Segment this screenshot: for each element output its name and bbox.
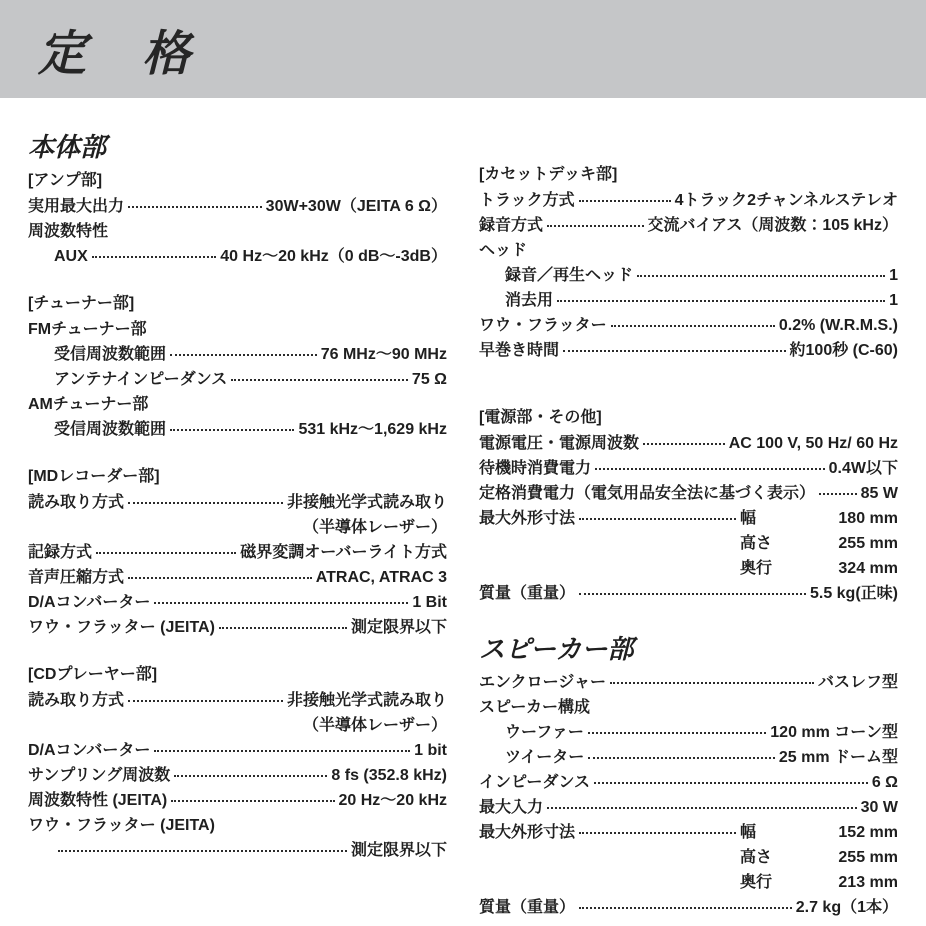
leader-dots (547, 225, 644, 227)
spec-label: 受信周波数範囲 (54, 421, 167, 438)
spec-row (479, 670, 898, 695)
spec-label: 実用最大出力 (28, 198, 125, 215)
spec-label: AMチューナー部 (28, 396, 149, 413)
spec-row (28, 194, 447, 219)
spec-row (28, 342, 447, 367)
spec-value: 0.4W以下 (828, 460, 898, 477)
spec-value: バスレフ型 (817, 674, 898, 691)
spec-row (28, 540, 447, 565)
spec-content (0, 98, 926, 920)
leader-dots (588, 732, 766, 734)
leader-dots (819, 493, 857, 495)
spec-value: 1 bit (414, 742, 447, 759)
spec-row (479, 845, 898, 870)
spec-label: D/Aコンバーター (28, 742, 151, 759)
group-heading: 本体部 (28, 132, 107, 162)
spec-label: AUX (54, 248, 88, 265)
spec-value: 85 W (860, 485, 898, 502)
spec-value: 非接触光学式読み取り (286, 494, 447, 511)
leader-dots (557, 300, 885, 302)
spec-value: 測定限界以下 (350, 619, 447, 636)
spec-row (28, 615, 447, 640)
spec-value: 30W+30W（JEITA 6 Ω） (265, 198, 447, 215)
leader-dots (174, 775, 327, 777)
spec-label: 最大入力 (479, 799, 544, 816)
dimension-key: 高さ (740, 535, 773, 552)
spec-row (479, 338, 898, 363)
spec-value: 30 W (860, 799, 898, 816)
dimension-value (740, 556, 898, 581)
spec-row (479, 820, 898, 845)
leader-dots (128, 206, 262, 208)
leader-dots (170, 429, 294, 431)
spec-row (28, 219, 447, 244)
spec-row (479, 870, 898, 895)
spec-section (28, 291, 447, 442)
spec-label: 最大外形寸法 (479, 510, 576, 527)
spec-row (28, 515, 447, 540)
spec-row (479, 581, 898, 606)
spec-row (28, 490, 447, 515)
page-header (0, 0, 926, 98)
group-heading: スピーカー部 (479, 634, 634, 664)
spec-row (28, 367, 447, 392)
spec-label: インピーダンス (479, 774, 591, 791)
page-title: 定 格 (38, 27, 195, 81)
leader-dots (579, 907, 792, 909)
spec-value: AC 100 V, 50 Hz/ 60 Hz (728, 435, 898, 452)
spec-section (28, 168, 447, 269)
leader-dots (219, 627, 347, 629)
spec-label: ワウ・フラッター (479, 317, 607, 334)
spec-label: サンプリング周波数 (28, 767, 171, 784)
spec-row (28, 838, 447, 863)
dimension-number: 255 mm (838, 849, 898, 866)
spec-label: アンテナインピーダンス (54, 371, 228, 388)
spec-value: 測定限界以下 (350, 842, 447, 859)
dimension-key: 奥行 (740, 874, 773, 891)
spec-row (28, 417, 447, 442)
spec-value: 8 fs (352.8 kHz) (331, 767, 447, 784)
spec-value: 1 (889, 292, 898, 309)
spec-value: 20 Hz〜20 kHz (338, 792, 447, 809)
spec-section (479, 162, 898, 363)
spec-label: 受信周波数範囲 (54, 346, 167, 363)
spec-row (479, 531, 898, 556)
leader-dots (579, 518, 736, 520)
spec-value: 120 mm コーン型 (770, 724, 898, 741)
spec-value: 2.7 kg（1本） (795, 899, 898, 916)
dimension-number: 152 mm (838, 824, 898, 841)
spec-row (28, 763, 447, 788)
leader-dots (171, 800, 334, 802)
spec-label: エンクロージャー (479, 674, 607, 691)
spec-label: ツイーター (505, 749, 585, 766)
leader-dots (611, 325, 775, 327)
dimension-value (740, 531, 898, 556)
spec-value: （半導体レーザー） (302, 717, 447, 734)
spec-label: 早巻き時間 (479, 342, 560, 359)
spec-row (479, 556, 898, 581)
spec-value: 40 Hz〜20 kHz（0 dB〜-3dB） (220, 248, 447, 265)
spec-row (28, 244, 447, 269)
dimension-number: 180 mm (838, 510, 898, 527)
section-title: [電源部・その他] (479, 409, 602, 426)
section-title: [アンプ部] (28, 172, 103, 189)
spec-value: 0.2% (W.R.M.S.) (778, 317, 898, 334)
spec-label: 音声圧縮方式 (28, 569, 125, 586)
leader-dots (610, 682, 814, 684)
leader-dots (579, 593, 806, 595)
spec-section (479, 405, 898, 606)
spec-label: ヘッド (479, 242, 528, 259)
dimension-value (740, 506, 898, 531)
leader-dots (128, 502, 283, 504)
spec-row (479, 288, 898, 313)
dimension-value (740, 870, 898, 895)
spec-value: 75 Ω (411, 371, 447, 388)
dimension-key: 幅 (740, 510, 757, 527)
spec-row (479, 695, 898, 720)
spec-label: 定格消費電力（電気用品安全法に基づく表示） (479, 485, 816, 502)
leader-dots (563, 350, 786, 352)
leader-dots (579, 200, 671, 202)
spec-row (479, 895, 898, 920)
spec-row (479, 238, 898, 263)
section-title: [CDプレーヤー部] (28, 666, 158, 683)
spec-label: FMチューナー部 (28, 321, 147, 338)
spec-value: 約100秒 (C-60) (789, 342, 898, 359)
spec-row (479, 745, 898, 770)
dimension-key: 高さ (740, 849, 773, 866)
spec-value: 4トラック2チャンネルステレオ (674, 192, 898, 209)
spec-label: 質量（重量） (479, 899, 576, 916)
spec-section (28, 662, 447, 863)
spec-label: 待機時消費電力 (479, 460, 592, 477)
section-title: [MDレコーダー部] (28, 468, 160, 485)
spec-row (28, 788, 447, 813)
spec-row (28, 317, 447, 342)
leader-dots (128, 700, 283, 702)
spec-label: 録音／再生ヘッド (505, 267, 634, 284)
dimension-number: 213 mm (838, 874, 898, 891)
spec-label: トラック方式 (479, 192, 575, 209)
dimension-value (740, 845, 898, 870)
spec-label: 最大外形寸法 (479, 824, 576, 841)
dimension-number: 255 mm (838, 535, 898, 552)
spec-row (28, 738, 447, 763)
leader-dots (231, 379, 408, 381)
spec-row (479, 481, 898, 506)
spec-row (28, 713, 447, 738)
spec-value: 磁界変調オーバーライト方式 (240, 544, 447, 561)
spec-label: 録音方式 (479, 217, 544, 234)
spec-row (28, 392, 447, 417)
spec-label: 周波数特性 (28, 223, 109, 240)
section-title: [チューナー部] (28, 295, 135, 312)
spec-label: 周波数特性 (JEITA) (28, 792, 168, 809)
leader-dots (579, 832, 736, 834)
spec-row (479, 456, 898, 481)
spec-label: 記録方式 (28, 544, 93, 561)
spec-row (28, 688, 447, 713)
spec-row (479, 770, 898, 795)
spec-label: D/Aコンバーター (28, 594, 151, 611)
spec-value: 非接触光学式読み取り (286, 692, 447, 709)
dimension-key: 幅 (740, 824, 757, 841)
leader-dots (128, 577, 312, 579)
leader-dots (92, 256, 216, 258)
spec-row (479, 263, 898, 288)
spec-section (28, 464, 447, 640)
spec-value: 6 Ω (871, 774, 898, 791)
spec-label: 読み取り方式 (28, 692, 125, 709)
spec-row (479, 313, 898, 338)
spec-value: 25 mm ドーム型 (778, 749, 898, 766)
leader-dots (547, 807, 857, 809)
spec-value: （半導体レーザー） (302, 519, 447, 536)
spec-row (479, 795, 898, 820)
leader-dots (154, 750, 410, 752)
spec-row (479, 720, 898, 745)
leader-dots (595, 468, 825, 470)
spec-value: ATRAC, ATRAC 3 (315, 569, 447, 586)
leader-dots (154, 602, 408, 604)
dimension-key: 奥行 (740, 560, 773, 577)
dimension-value (740, 820, 898, 845)
spec-value: 1 (889, 267, 898, 284)
spec-value: 交流バイアス（周波数：105 kHz） (647, 217, 898, 234)
spec-value: 5.5 kg(正味) (809, 585, 898, 602)
leader-dots (96, 552, 236, 554)
spec-label: 質量（重量） (479, 585, 576, 602)
leader-dots (643, 443, 725, 445)
spec-label: ワウ・フラッター (JEITA) (28, 619, 215, 636)
spec-label: ウーファー (505, 724, 584, 741)
leader-dots (594, 782, 868, 784)
spec-section (479, 670, 898, 920)
dimension-number: 324 mm (838, 560, 898, 577)
spec-label: スピーカー構成 (479, 699, 591, 716)
spec-row (28, 813, 447, 838)
spec-column-left (28, 128, 447, 920)
spec-value: 1 Bit (412, 594, 447, 611)
leader-dots (588, 757, 775, 759)
spec-row (479, 506, 898, 531)
spec-row (28, 590, 447, 615)
spec-row (28, 565, 447, 590)
leader-dots (58, 850, 347, 852)
spec-row (479, 431, 898, 456)
spec-column-right (479, 128, 898, 920)
section-title: [カセットデッキ部] (479, 166, 618, 183)
leader-dots (637, 275, 885, 277)
spec-value: 531 kHz〜1,629 kHz (298, 421, 447, 438)
spec-row (479, 213, 898, 238)
spec-label: 電源電圧・電源周波数 (479, 435, 640, 452)
leader-dots (170, 354, 317, 356)
spec-row (479, 188, 898, 213)
spec-value: 76 MHz〜90 MHz (320, 346, 447, 363)
spec-label: ワウ・フラッター (JEITA) (28, 817, 215, 834)
spec-label: 読み取り方式 (28, 494, 125, 511)
spec-label: 消去用 (505, 292, 554, 309)
